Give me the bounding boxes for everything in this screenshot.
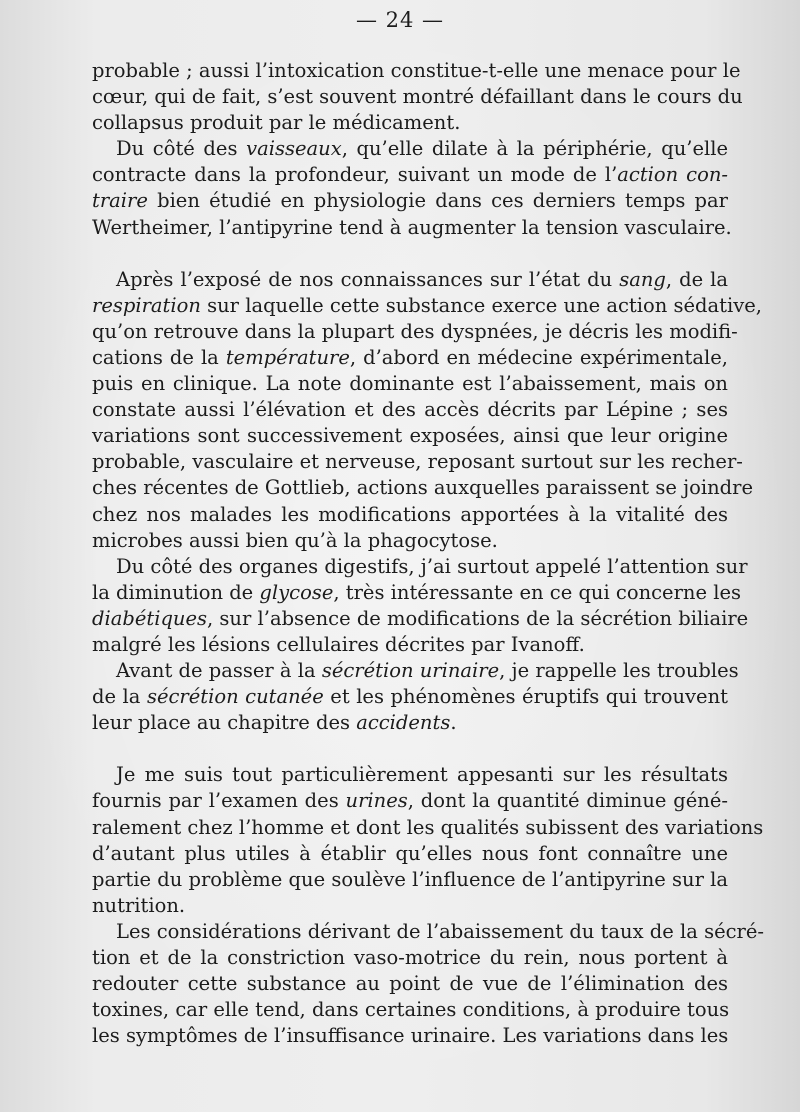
text-run: la diminution de (92, 580, 260, 604)
text-line (92, 423, 728, 449)
italic-term: respiration (92, 293, 201, 317)
italic-term: température (225, 345, 350, 369)
text-line (92, 215, 732, 241)
italic-term: sang (619, 267, 666, 291)
text-line (92, 893, 728, 919)
text-line (92, 293, 762, 319)
italic-term: glycose (259, 580, 334, 604)
text-line (92, 502, 728, 528)
text-line (92, 632, 728, 658)
text-run: probable, vasculaire et nerveuse, reposant surtout sur les recher- (92, 450, 743, 474)
italic-term: action con- (617, 163, 728, 187)
text-line (92, 345, 728, 371)
paragraph (92, 554, 749, 658)
text-line (92, 815, 764, 841)
paragraph (92, 267, 762, 554)
text-line (92, 606, 749, 632)
text-line (92, 136, 728, 162)
text-run: bien étudié en physiologie dans ces derniers temps par (147, 189, 728, 213)
text-run: Avant de passer à la (116, 659, 322, 683)
text-run: toxines, car elle tend, dans certaines conditions, à produire tous (92, 998, 730, 1022)
text-run: qu’on retrouve dans la plupart des dyspnées, je décris les modifi- (92, 319, 738, 343)
italic-term: diabétiques (92, 606, 208, 630)
text-run: leur place au chapitre des (92, 711, 357, 735)
text-line (92, 267, 728, 293)
text-run: . (450, 711, 457, 735)
text-run: fournis par l’examen des (92, 789, 346, 813)
text-line (92, 580, 741, 606)
text-line (92, 371, 728, 397)
italic-term: vaisseaux (246, 137, 342, 161)
text-run: cœur, qui de fait, s’est souvent montré défaillant dans le cours du (92, 85, 743, 109)
text-run: tion et de la constriction vaso-motrice du rein, nous portent à (92, 946, 728, 969)
italic-term: sécrétion cutanée (146, 685, 324, 709)
text-run: ches récentes de Gottlieb, actions auxquelles paraissent se joindre (92, 476, 754, 500)
text-run: sur laquelle cette substance exerce une action sédative, (200, 293, 762, 317)
text-run: Après l’exposé de nos connaissances sur l’état du (116, 267, 620, 291)
text-run: partie du problème que soulève l’influence de l’antipyrine sur la (92, 867, 728, 891)
text-line (92, 397, 728, 423)
text-line (92, 762, 728, 788)
text-run: et les phénomènes éruptifs qui trouvent (323, 685, 728, 709)
text-line (92, 919, 764, 945)
italic-term: sécrétion urinaire (321, 659, 500, 683)
text-line (92, 319, 738, 345)
body-text (92, 58, 764, 1049)
text-run: contracte dans la profondeur, suivant un mode de l’ (92, 163, 618, 187)
text-run: variations sont successivement exposées, ainsi que leur origine (92, 424, 728, 448)
text-line (92, 945, 728, 971)
text-run: collapsus produit par le médicament. (92, 111, 461, 135)
text-run: , sur l’absence de modifications de la sécrétion biliaire (207, 606, 749, 630)
paragraph (92, 762, 764, 919)
text-line (92, 188, 728, 214)
text-run: , d’abord en médecine expérimentale, (349, 345, 728, 369)
paragraph (92, 919, 764, 1049)
text-run: Je me suis tout particulièrement appesanti sur les résultats (116, 763, 728, 787)
text-line (92, 110, 728, 136)
text-run: Du côté des (116, 137, 247, 161)
text-line (92, 554, 748, 580)
text-line (92, 710, 728, 736)
text-run: , très intéressante en ce qui concerne les (333, 580, 741, 604)
page-number: — 24 — (355, 8, 445, 32)
text-run: redouter cette substance au point de vue de l’élimination des (92, 972, 728, 996)
text-line (92, 971, 728, 997)
text-line (92, 162, 728, 188)
text-line (92, 788, 728, 814)
text-line (92, 528, 728, 554)
text-run: Wertheimer, l’antipyrine tend à augmenter la tension vasculaire. (92, 215, 732, 239)
text-run: microbes aussi bien qu’à la phagocytose. (92, 528, 498, 552)
text-run: probable ; aussi l’intoxication constitue-t-elle une menace pour le (92, 59, 741, 82)
text-run: nutrition. (92, 893, 186, 917)
text-line (92, 997, 728, 1023)
text-line (92, 658, 739, 684)
text-run: , de la (665, 267, 728, 291)
text-run: constate aussi l’élévation et des accès décrits par Lépine ; ses (92, 398, 728, 422)
paragraph (92, 658, 739, 736)
text-run: chez nos malades les modifications apportées à la vitalité des (92, 502, 728, 526)
text-run: , je rappelle les troubles (499, 659, 739, 683)
paragraph (92, 136, 732, 240)
text-run: ralement chez l’homme et dont les qualités subissent des variations (92, 815, 764, 839)
text-run: Du côté des organes digestifs, j’ai surtout appelé l’attention sur (116, 554, 748, 578)
text-line (92, 867, 728, 893)
text-run: puis en clinique. La note dominante est l’abaissement, mais on (92, 372, 728, 396)
text-line (92, 58, 741, 84)
italic-term: urines (345, 789, 408, 813)
text-run: malgré les lésions cellulaires décrites par Ivanoff. (92, 632, 585, 656)
text-run: de la (92, 685, 147, 709)
text-run: Les considérations dérivant de l’abaissement du taux de la sécré- (116, 919, 764, 943)
italic-term: traire (92, 189, 148, 213)
paragraph (92, 58, 743, 136)
text-line (92, 1023, 728, 1049)
text-line (92, 84, 743, 110)
text-line (92, 841, 728, 867)
text-run: , qu’elle dilate à la périphérie, qu’elle (341, 137, 729, 161)
text-run: , dont la quantité diminue géné- (407, 789, 728, 813)
text-run: les symptômes de l’insuffisance urinaire. Les variations dans les (92, 1024, 729, 1048)
text-run: cations de la (92, 345, 226, 369)
text-run: d’autant plus utiles à établir qu’elles nous font connaître une (92, 841, 728, 865)
text-line (92, 449, 743, 475)
text-line (92, 475, 754, 501)
italic-term: accidents (356, 711, 451, 735)
text-line (92, 684, 728, 710)
